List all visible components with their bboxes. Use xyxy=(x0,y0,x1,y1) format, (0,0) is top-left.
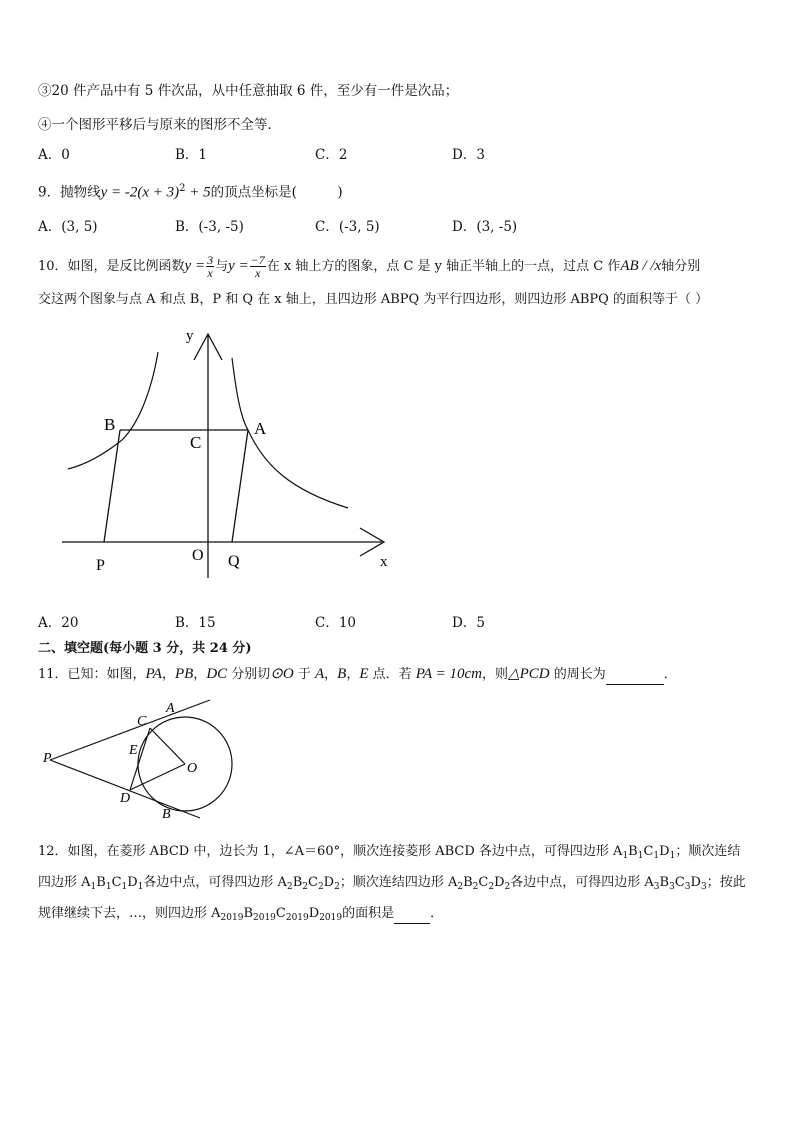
q10-option-c[interactable]: C．10 xyxy=(315,615,357,631)
q12-line1-b: ；顺次连结 xyxy=(675,844,741,859)
sub: 3 xyxy=(653,882,660,892)
sub: 2019 xyxy=(285,913,309,923)
q12-line2-c: ；顺次连结四边形 A xyxy=(339,875,458,890)
sub: 3 xyxy=(669,882,675,892)
label-b: B xyxy=(104,415,116,434)
q12-b: B xyxy=(292,875,303,890)
q12-d: D xyxy=(308,906,320,921)
q12-d: D xyxy=(690,875,701,890)
q11-pb: PB xyxy=(174,666,194,682)
q12-d: D xyxy=(494,875,505,890)
label-p: P xyxy=(96,557,105,574)
q11-mid2: 于 xyxy=(293,667,315,682)
question-10-line2: 交这两个图象与点 A 和点 B，P 和 Q 在 x 轴上，且四边形 ABPQ 为平行四边形，则四边形 ABPQ 的面积等于（ ） xyxy=(38,292,709,307)
q12-c: C xyxy=(275,906,286,921)
sub: 2019 xyxy=(220,913,244,923)
sub: 2 xyxy=(317,882,324,892)
figure-10 xyxy=(60,320,400,590)
q8-option-b[interactable]: B．1 xyxy=(175,147,208,163)
q9-formula-tail: + 5 xyxy=(185,184,211,201)
sub: 2 xyxy=(302,882,308,892)
q11-triangle: △PCD xyxy=(508,666,550,682)
q12-c: C xyxy=(643,844,654,859)
q12-d: D xyxy=(659,844,670,859)
sub: 2019 xyxy=(253,913,276,923)
q12-b: B xyxy=(243,906,253,921)
q11-comma-2: ， xyxy=(193,667,207,682)
sub: 1 xyxy=(622,851,629,861)
q12-c: C xyxy=(674,875,685,890)
q9-option-d[interactable]: D．(3, -5) xyxy=(452,219,518,235)
q12-line2-e: ；按此 xyxy=(706,875,746,890)
q11-mid1: 分别切 xyxy=(227,667,271,682)
q9-exponent: 2 xyxy=(179,183,186,194)
q9-suffix: 的顶点坐标是( ) xyxy=(210,184,343,201)
q9-option-c[interactable]: C．(-3, 5) xyxy=(315,219,380,235)
section-2-heading: 二、填空题(每小题 3 分，共 24 分) xyxy=(38,641,252,656)
q11-answer-blank[interactable] xyxy=(606,666,664,685)
label-q: Q xyxy=(228,553,240,570)
q12-line2-a: 四边形 A xyxy=(38,875,91,890)
sub: 1 xyxy=(653,851,660,861)
q11-prefix: 11．已知：如图， xyxy=(38,667,146,682)
q10-f1-lhs: y = xyxy=(184,258,206,274)
sub: 2 xyxy=(488,882,495,892)
q12-line1-a: 12．如图，在菱形 ABCD 中，边长为 1，∠A＝60°，顺次连接菱形 ABCD 各边中点，可得四边形 A xyxy=(38,844,623,859)
q12-b: B xyxy=(628,844,638,859)
label-o: O xyxy=(187,761,198,776)
label-d: D xyxy=(120,791,131,806)
q11-suffix: 的周长为 xyxy=(549,667,606,682)
q10-option-a[interactable]: A．20 xyxy=(38,615,79,631)
label-y: y xyxy=(186,328,194,344)
q10-f2-fraction xyxy=(250,254,266,279)
q11-comma-1: ， xyxy=(161,667,175,682)
sub: 1 xyxy=(121,882,128,892)
q9-prefix: 9．抛物线 xyxy=(38,184,101,201)
sub: 1 xyxy=(105,882,112,892)
q11-end: ． xyxy=(663,667,677,682)
q12-c: C xyxy=(478,875,489,890)
q12-line3-a: 规律继续下去，…，则四边形 A xyxy=(38,906,221,921)
label-o: O xyxy=(192,547,204,564)
q12-b: B xyxy=(463,875,473,890)
question-12-line2 xyxy=(38,874,746,896)
q10-ab: AB / /x xyxy=(620,258,662,274)
q12-line3-c: ． xyxy=(430,906,444,921)
q10-f1-num: 3 xyxy=(207,253,214,267)
sub: 2 xyxy=(504,882,511,892)
question-9 xyxy=(38,180,343,202)
q10-prefix: 10．如图，是反比例函数 xyxy=(38,259,185,274)
figure-11 xyxy=(40,698,240,822)
question-11 xyxy=(38,665,677,685)
sub: 2019 xyxy=(319,913,343,923)
sub: 2 xyxy=(472,882,479,892)
sub: 3 xyxy=(684,882,691,892)
segment-bp xyxy=(104,430,120,542)
sub: 1 xyxy=(90,882,97,892)
q11-a: A xyxy=(314,666,325,682)
sub: 3 xyxy=(700,882,707,892)
sub: 2 xyxy=(334,882,340,892)
sub: 2 xyxy=(457,882,464,892)
q12-d: D xyxy=(127,875,138,890)
statement-4: ④一个图形平移后与原来的图形不全等． xyxy=(38,117,281,133)
q12-d: D xyxy=(323,875,335,890)
q12-line3-b: 的面积是 xyxy=(342,906,395,921)
q10-option-b[interactable]: B．15 xyxy=(175,615,216,631)
sub: 1 xyxy=(669,851,676,861)
q12-line2-d: 各边中点，可得四边形 A xyxy=(510,875,654,890)
q11-comma-3: ， xyxy=(324,667,338,682)
question-12-line3 xyxy=(38,905,443,927)
q11-e: E xyxy=(359,666,369,682)
q12-b: B xyxy=(96,875,106,890)
q11-dc: DC xyxy=(206,666,228,682)
q8-option-d[interactable]: D．3 xyxy=(452,147,485,163)
q10-tail: 轴分别 xyxy=(661,259,701,274)
q11-pa: PA xyxy=(145,666,162,682)
q11-b: B xyxy=(337,666,347,682)
q8-option-c[interactable]: C．2 xyxy=(315,147,348,163)
q10-mid: 与 xyxy=(215,259,229,274)
statement-3: ③20 件产品中有 5 件次品，从中任意抽取 6 件，至少有一件是次品； xyxy=(38,83,459,99)
q12-c: C xyxy=(307,875,318,890)
q11-mid3: 点．若 xyxy=(368,667,416,682)
label-p: P xyxy=(43,751,52,766)
label-b: B xyxy=(162,807,171,822)
q10-f2-num: −7 xyxy=(250,253,265,267)
q10-f1-fraction xyxy=(206,254,214,279)
sub: 1 xyxy=(137,882,144,892)
q8-option-a[interactable]: A．0 xyxy=(38,147,70,163)
question-10-line1 xyxy=(38,254,700,279)
label-e: E xyxy=(129,743,138,758)
q11-condition: PA = 10cm xyxy=(415,666,483,682)
q9-formula: y = -2(x + 3) xyxy=(100,184,180,201)
tangent-cd xyxy=(130,728,150,790)
segment-co xyxy=(150,728,185,764)
q9-option-b[interactable]: B．(-3, -5) xyxy=(175,219,244,235)
q11-circle: ⊙O xyxy=(270,666,294,682)
curve-negative-branch xyxy=(68,352,158,469)
q11-comma-4: ， xyxy=(346,667,360,682)
sub: 2 xyxy=(286,882,293,892)
q10-option-d[interactable]: D．5 xyxy=(452,615,485,631)
label-c: C xyxy=(190,433,202,452)
sub: 1 xyxy=(637,851,644,861)
q10-f2-den: x xyxy=(255,266,261,280)
q10-after: 在 x 轴上方的图象，点 C 是 y 轴正半轴上的一点，过点 C 作 xyxy=(266,259,621,274)
label-x: x xyxy=(380,554,388,570)
q11-mid4: ，则 xyxy=(482,667,509,682)
label-a: A xyxy=(166,701,175,716)
label-a: A xyxy=(254,419,267,438)
tangent-pb xyxy=(50,760,200,818)
q9-option-a[interactable]: A．(3, 5) xyxy=(38,219,98,235)
q12-b: B xyxy=(659,875,670,890)
curve-positive-branch xyxy=(232,358,348,508)
label-c: C xyxy=(137,714,147,729)
q10-f1-den: x xyxy=(207,266,213,280)
question-12-line1 xyxy=(38,843,740,865)
q12-line2-b: 各边中点，可得四边形 A xyxy=(143,875,287,890)
q12-c: C xyxy=(111,875,122,890)
q10-f2-lhs: y = xyxy=(228,258,249,274)
q12-answer-blank[interactable] xyxy=(394,905,430,924)
segment-aq xyxy=(232,430,248,542)
